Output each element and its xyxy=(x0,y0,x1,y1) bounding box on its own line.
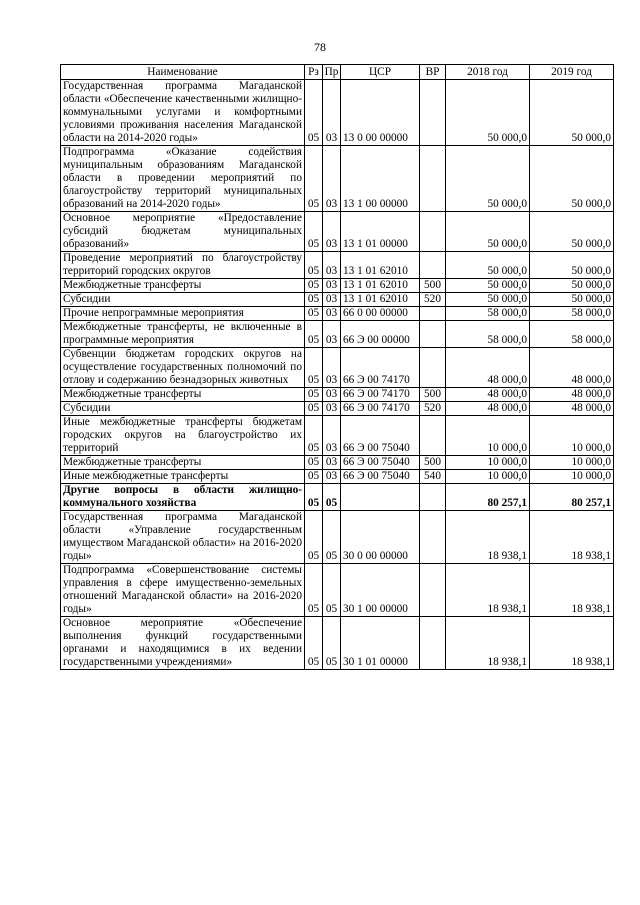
row-name: Прочие непрограммные мероприятия xyxy=(61,307,305,321)
row-2019: 58 000,0 xyxy=(530,307,614,321)
table-row xyxy=(61,348,614,388)
row-2018: 50 000,0 xyxy=(446,80,530,146)
row-rz: 05 xyxy=(305,617,323,670)
row-csr: 13 1 01 62010 xyxy=(341,252,420,279)
row-name: Подпрограмма «Совершенствование системы управления в сфере имущественно-земельных отношений Магаданской области» на 2016-2020 годы» xyxy=(61,564,305,617)
row-2019: 50 000,0 xyxy=(530,293,614,307)
row-pr: 03 xyxy=(323,416,341,456)
row-2018: 10 000,0 xyxy=(446,456,530,470)
row-2019: 10 000,0 xyxy=(530,470,614,484)
row-name: Государственная программа Магаданской области «Обеспечение качественными жилищно-коммунальными услугами и комфортными условиями проживания населения Магаданской области на 2014-2020 годы» xyxy=(61,80,305,146)
row-pr: 05 xyxy=(323,484,341,511)
row-rz: 05 xyxy=(305,80,323,146)
row-2019: 10 000,0 xyxy=(530,456,614,470)
row-rz: 05 xyxy=(305,348,323,388)
header-2019: 2019 год xyxy=(530,65,614,80)
row-2018: 10 000,0 xyxy=(446,416,530,456)
row-name: Государственная программа Магаданской области «Управление государственным имуществом Магаданской области» на 2016-2020 годы» xyxy=(61,511,305,564)
row-2018: 58 000,0 xyxy=(446,307,530,321)
row-rz: 05 xyxy=(305,416,323,456)
table-row xyxy=(61,402,614,416)
row-pr: 05 xyxy=(323,617,341,670)
row-pr: 03 xyxy=(323,388,341,402)
row-2019: 58 000,0 xyxy=(530,321,614,348)
header-2018: 2018 год xyxy=(446,65,530,80)
row-vr xyxy=(420,484,446,511)
row-2019: 50 000,0 xyxy=(530,212,614,252)
row-name: Проведение мероприятий по благоустройству территорий городских округов xyxy=(61,252,305,279)
row-2019: 18 938,1 xyxy=(530,564,614,617)
row-name: Субсидии xyxy=(61,402,305,416)
row-rz: 05 xyxy=(305,252,323,279)
row-csr: 30 1 01 00000 xyxy=(341,617,420,670)
row-csr: 66 Э 00 74170 xyxy=(341,402,420,416)
header-name: Наименование xyxy=(61,65,305,80)
row-2018: 58 000,0 xyxy=(446,321,530,348)
table-row xyxy=(61,456,614,470)
row-vr xyxy=(420,252,446,279)
table-row xyxy=(61,564,614,617)
row-name: Иные межбюджетные трансферты бюджетам городских округов на благоустройство их территорий xyxy=(61,416,305,456)
row-csr: 30 0 00 00000 xyxy=(341,511,420,564)
row-pr: 03 xyxy=(323,80,341,146)
row-rz: 05 xyxy=(305,470,323,484)
row-csr: 66 0 00 00000 xyxy=(341,307,420,321)
row-pr: 03 xyxy=(323,321,341,348)
row-2018: 10 000,0 xyxy=(446,470,530,484)
row-name: Субвенции бюджетам городских округов на осуществление государственных полномочий по отлову и содержанию безнадзорных животных xyxy=(61,348,305,388)
row-vr xyxy=(420,617,446,670)
row-rz: 05 xyxy=(305,146,323,212)
row-rz: 05 xyxy=(305,456,323,470)
row-2019: 10 000,0 xyxy=(530,416,614,456)
row-csr: 66 Э 00 74170 xyxy=(341,388,420,402)
row-vr: 540 xyxy=(420,470,446,484)
budget-table xyxy=(60,64,614,670)
table-row xyxy=(61,307,614,321)
table-row xyxy=(61,388,614,402)
row-name: Межбюджетные трансферты, не включенные в программные мероприятия xyxy=(61,321,305,348)
row-2019: 50 000,0 xyxy=(530,146,614,212)
table-header-row xyxy=(61,65,614,80)
row-pr: 03 xyxy=(323,252,341,279)
row-csr: 66 Э 00 75040 xyxy=(341,416,420,456)
row-csr: 66 Э 00 74170 xyxy=(341,348,420,388)
row-vr: 500 xyxy=(420,456,446,470)
row-2018: 48 000,0 xyxy=(446,388,530,402)
row-name: Подпрограмма «Оказание содействия муниципальным образованиям Магаданской области в проведении мероприятий по благоустройству территорий муниципальных образований на 2014-2020 годы» xyxy=(61,146,305,212)
row-name: Иные межбюджетные трансферты xyxy=(61,470,305,484)
row-csr: 13 1 01 62010 xyxy=(341,279,420,293)
row-pr: 03 xyxy=(323,307,341,321)
row-2019: 50 000,0 xyxy=(530,279,614,293)
row-vr: 500 xyxy=(420,279,446,293)
row-2018: 18 938,1 xyxy=(446,511,530,564)
row-2018: 50 000,0 xyxy=(446,293,530,307)
row-vr xyxy=(420,307,446,321)
row-vr xyxy=(420,348,446,388)
row-pr: 03 xyxy=(323,470,341,484)
row-csr: 66 Э 00 00000 xyxy=(341,321,420,348)
row-name: Межбюджетные трансферты xyxy=(61,279,305,293)
row-vr: 500 xyxy=(420,388,446,402)
row-vr xyxy=(420,416,446,456)
row-vr: 520 xyxy=(420,293,446,307)
row-2019: 48 000,0 xyxy=(530,388,614,402)
row-pr: 03 xyxy=(323,146,341,212)
row-csr: 66 Э 00 75040 xyxy=(341,456,420,470)
row-vr xyxy=(420,511,446,564)
row-rz: 05 xyxy=(305,321,323,348)
row-csr xyxy=(341,484,420,511)
row-2019: 18 938,1 xyxy=(530,511,614,564)
table-row xyxy=(61,321,614,348)
table-row xyxy=(61,80,614,146)
table-row xyxy=(61,252,614,279)
row-2019: 48 000,0 xyxy=(530,348,614,388)
row-2018: 50 000,0 xyxy=(446,212,530,252)
row-2019: 48 000,0 xyxy=(530,402,614,416)
page-number: 78 xyxy=(314,40,326,54)
row-rz: 05 xyxy=(305,279,323,293)
row-name: Межбюджетные трансферты xyxy=(61,388,305,402)
row-vr xyxy=(420,146,446,212)
row-csr: 13 0 00 00000 xyxy=(341,80,420,146)
row-2019: 80 257,1 xyxy=(530,484,614,511)
row-2018: 18 938,1 xyxy=(446,564,530,617)
row-pr: 03 xyxy=(323,212,341,252)
row-pr: 05 xyxy=(323,511,341,564)
row-rz: 05 xyxy=(305,212,323,252)
row-pr: 05 xyxy=(323,564,341,617)
row-pr: 03 xyxy=(323,279,341,293)
row-csr: 13 1 01 62010 xyxy=(341,293,420,307)
row-2018: 18 938,1 xyxy=(446,617,530,670)
table-row xyxy=(61,617,614,670)
row-pr: 03 xyxy=(323,293,341,307)
row-csr: 13 1 00 00000 xyxy=(341,146,420,212)
row-rz: 05 xyxy=(305,564,323,617)
row-rz: 05 xyxy=(305,307,323,321)
row-rz: 05 xyxy=(305,388,323,402)
row-pr: 03 xyxy=(323,402,341,416)
row-name: Межбюджетные трансферты xyxy=(61,456,305,470)
row-2018: 50 000,0 xyxy=(446,279,530,293)
header-vr: ВР xyxy=(420,65,446,80)
row-rz: 05 xyxy=(305,402,323,416)
row-rz: 05 xyxy=(305,293,323,307)
row-2019: 50 000,0 xyxy=(530,80,614,146)
row-rz: 05 xyxy=(305,511,323,564)
header-pr: Пр xyxy=(323,65,341,80)
row-csr: 66 Э 00 75040 xyxy=(341,470,420,484)
header-rz: Рз xyxy=(305,65,323,80)
row-2019: 50 000,0 xyxy=(530,252,614,279)
row-vr: 520 xyxy=(420,402,446,416)
row-2018: 80 257,1 xyxy=(446,484,530,511)
row-csr: 13 1 01 00000 xyxy=(341,212,420,252)
row-pr: 03 xyxy=(323,456,341,470)
row-2018: 50 000,0 xyxy=(446,146,530,212)
row-vr xyxy=(420,321,446,348)
table-row xyxy=(61,470,614,484)
row-name: Другие вопросы в области жилищно-коммунального хозяйства xyxy=(61,484,305,511)
row-name: Субсидии xyxy=(61,293,305,307)
row-name: Основное мероприятие «Предоставление субсидий бюджетам муниципальных образований» xyxy=(61,212,305,252)
table-row xyxy=(61,484,614,511)
row-2019: 18 938,1 xyxy=(530,617,614,670)
row-2018: 48 000,0 xyxy=(446,348,530,388)
row-pr: 03 xyxy=(323,348,341,388)
row-vr xyxy=(420,212,446,252)
table-row xyxy=(61,279,614,293)
header-csr: ЦСР xyxy=(341,65,420,80)
row-vr xyxy=(420,564,446,617)
row-name: Основное мероприятие «Обеспечение выполнения функций государственными органами и находящимися в их ведении государственными учреждениями» xyxy=(61,617,305,670)
row-rz: 05 xyxy=(305,484,323,511)
table-row xyxy=(61,293,614,307)
row-2018: 50 000,0 xyxy=(446,252,530,279)
table-row xyxy=(61,416,614,456)
table-row xyxy=(61,212,614,252)
table-row xyxy=(61,511,614,564)
row-2018: 48 000,0 xyxy=(446,402,530,416)
row-vr xyxy=(420,80,446,146)
table-row xyxy=(61,146,614,212)
row-csr: 30 1 00 00000 xyxy=(341,564,420,617)
